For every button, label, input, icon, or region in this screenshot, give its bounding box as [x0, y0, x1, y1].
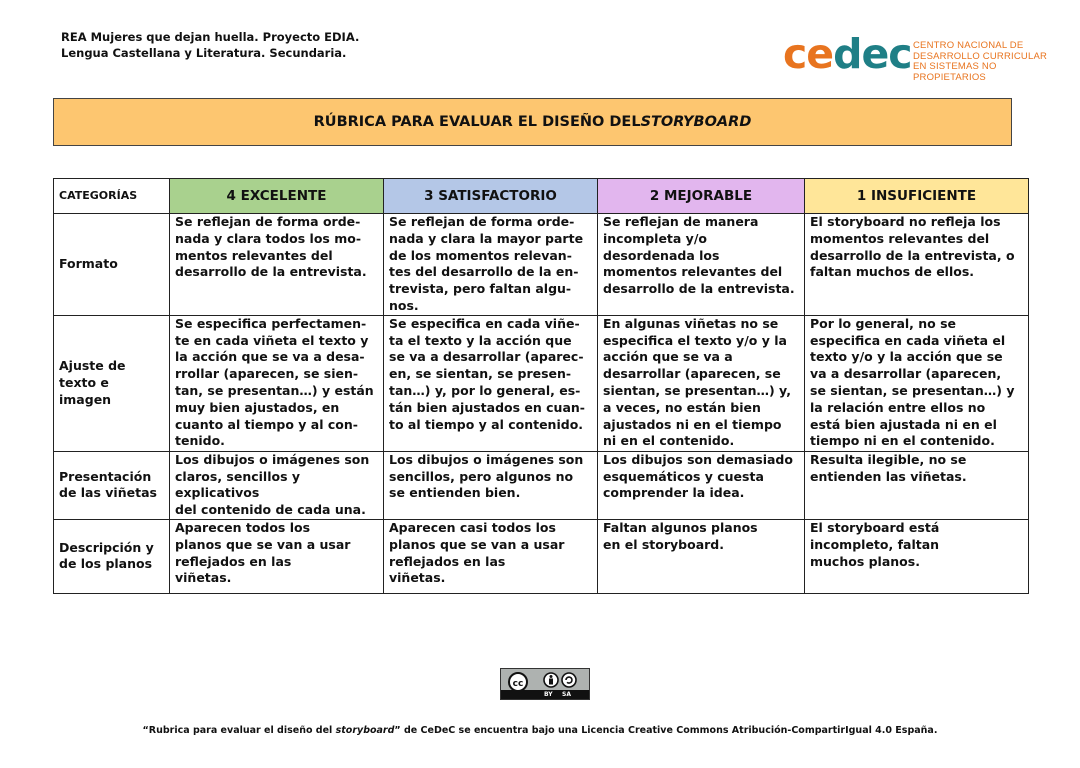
rubric-cell: El storyboard está incompleto, faltan muchos planos. — [805, 519, 1029, 593]
license-footer — [0, 725, 1080, 736]
logo-sub-line3: EN SISTEMAS NO PROPIETARIOS — [913, 61, 997, 83]
header-line-subject: Lengua Castellana y Literatura. Secundaria. — [61, 46, 347, 60]
rubric-cell: Los dibujos o imágenes son claros, sencillos y explicativos del contenido de cada una. — [170, 451, 384, 519]
rubric-cell: Resulta ilegible, no se entienden las viñetas. — [805, 451, 1029, 519]
rubric-cell: Los dibujos o imágenes son sencillos, pero algunos no se entienden bien. — [384, 451, 598, 519]
rubric-cell: Aparecen todos los planos que se van a usar reflejados en las viñetas. — [170, 519, 384, 593]
header-level-3: 3 SATISFACTORIO — [384, 179, 598, 214]
rubric-table — [53, 178, 1029, 594]
title-emphasis: STORYBOARD — [640, 114, 752, 130]
rubric-row-ajuste — [54, 315, 1029, 451]
rubric-cell: Se reflejan de forma orde- nada y clara todos los mo- mentos relevantes del desarrollo de la entrevista. — [170, 214, 384, 316]
rubric-cell: Los dibujos son demasiado esquemáticos y cuesta comprender la idea. — [598, 451, 805, 519]
rubric-cell: Aparecen casi todos los planos que se van a usar reflejados en las viñetas. — [384, 519, 598, 593]
cc-by-label: BY — [544, 691, 553, 698]
row-category: Presentación de las viñetas — [54, 451, 170, 519]
rubric-header-row — [54, 179, 1029, 214]
creative-commons-badge[interactable] — [500, 668, 590, 700]
rubric-row-formato — [54, 214, 1029, 316]
header-level-2: 2 MEJORABLE — [598, 179, 805, 214]
rubric-cell: Se reflejan de forma orde- nada y clara la mayor parte de los momentos relevan- tes del desarrollo de la en- trevista, pero faltan algu- nos. — [384, 214, 598, 316]
row-category: Descripción y de los planos — [54, 519, 170, 593]
title-prefix: RÚBRICA PARA EVALUAR EL DISEÑO DEL — [313, 114, 641, 130]
logo-word-dec: dec — [833, 30, 912, 78]
cc-icons — [501, 669, 589, 691]
header-level-1: 1 INSUFICIENTE — [805, 179, 1029, 214]
cc-sa-label: SA — [562, 691, 571, 698]
rubric-cell: Por lo general, no se especifica en cada viñeta el texto y/o y la acción que se va a desarrollar (aparecen, se sientan, se presentan…) y la relación entre ellos no está bien ajustada ni en el tiempo ni en el contenido. — [805, 315, 1029, 451]
document-header — [61, 29, 359, 61]
rubric-cell: Se reflejan de manera incompleta y/o desordenada los momentos relevantes del desarrollo de la entrevista. — [598, 214, 805, 316]
header-categories: CATEGORÍAS — [54, 179, 170, 214]
header-level-4: 4 EXCELENTE — [170, 179, 384, 214]
svg-text:cc: cc — [512, 679, 524, 689]
cedec-logo-wordmark — [783, 31, 912, 77]
row-category: Ajuste de texto e imagen — [54, 315, 170, 451]
rubric-row-presentacion — [54, 451, 1029, 519]
cedec-logo — [783, 30, 1063, 83]
footer-emphasis: storyboard — [335, 725, 395, 736]
header-line-project: REA Mujeres que dejan huella. Proyecto EDIA. — [61, 30, 360, 44]
rubric-cell: El storyboard no refleja los momentos relevantes del desarrollo de la entrevista, o faltan muchos de ellos. — [805, 214, 1029, 316]
footer-part1: “Rubrica para evaluar el diseño del — [142, 725, 336, 736]
rubric-cell: Se especifica perfectamen- te en cada viñeta el texto y la acción que se va a desa- rrollar (aparecen, se sien- tan, se presentan…) y están muy bien ajustados, en cuanto al tiempo y al con- tenido. — [170, 315, 384, 451]
rubric-cell: En algunas viñetas no se especifica el texto y/o y la acción que se va a desarrollar (aparecen, se sientan, se presentan…) y, a veces, no están bien ajustados ni en el tiempo ni en el contenido. — [598, 315, 805, 451]
rubric-title-banner — [53, 98, 1012, 146]
rubric-cell: Faltan algunos planos en el storyboard. — [598, 519, 805, 593]
logo-word-ce: ce — [783, 30, 834, 78]
footer-part2: ” de CeDeC se encuentra bajo una Licencia Creative Commons Atribución-CompartirIgual 4.0 España. — [394, 725, 938, 736]
share-alike-icon — [562, 673, 576, 687]
rubric-cell: Se especifica en cada viñe- ta el texto y la acción que se va a desarrollar (aparec- en, se sientan, se presen- tan…) y, por lo general, es- tán bien ajustados en cuan- to al tiempo y al contenido. — [384, 315, 598, 451]
logo-sub-line2: DESARROLLO CURRICULAR — [913, 50, 1048, 62]
logo-sub-line1: CENTRO NACIONAL DE — [913, 40, 1024, 51]
row-category: Formato — [54, 214, 170, 316]
cedec-logo-subtitle — [913, 41, 1063, 83]
rubric-row-descripcion — [54, 519, 1029, 593]
